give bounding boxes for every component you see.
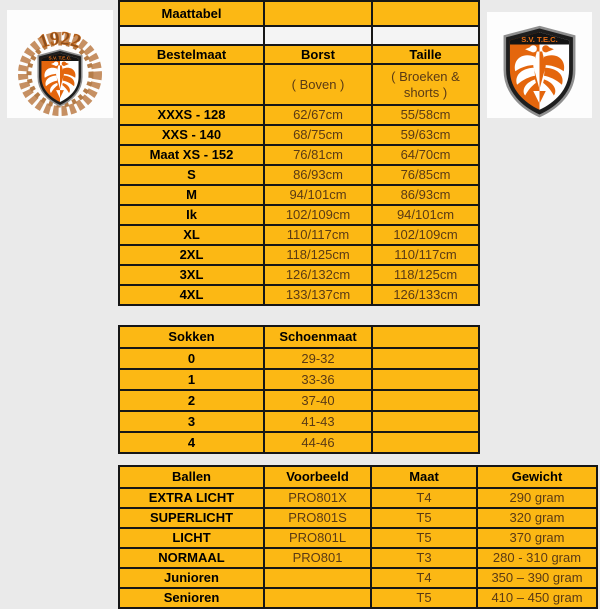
table-row (119, 568, 597, 588)
value-cell: T5 (371, 588, 477, 608)
column-header: ( Broeken & shorts ) (372, 64, 479, 105)
value-cell: 118/125cm (264, 245, 372, 265)
socks-table-header-row (119, 326, 479, 348)
row-label: LICHT (119, 528, 264, 548)
table-row (119, 548, 597, 568)
table-row (119, 205, 479, 225)
socks-table (118, 325, 480, 454)
value-cell: 280 - 310 gram (477, 548, 597, 568)
value-cell: 94/101cm (264, 185, 372, 205)
table-row (119, 369, 479, 390)
value-cell: 37-40 (264, 390, 372, 411)
row-label: 2 (119, 390, 264, 411)
row-label: M (119, 185, 264, 205)
empty-cell (372, 326, 479, 348)
row-label: 4 (119, 432, 264, 453)
empty-cell (372, 348, 479, 369)
row-label: SUPERLICHT (119, 508, 264, 528)
size-table-title: Maattabel (119, 1, 264, 26)
value-cell: 41-43 (264, 411, 372, 432)
value-cell: 102/109cm (264, 205, 372, 225)
value-cell: PRO801S (264, 508, 371, 528)
wreath-crest-icon (7, 10, 113, 118)
row-label: Maat XS - 152 (119, 145, 264, 165)
row-label: Ik (119, 205, 264, 225)
table-row (119, 348, 479, 369)
row-label: 1 (119, 369, 264, 390)
value-cell: 110/117cm (372, 245, 479, 265)
table-row (119, 165, 479, 185)
row-label: XXS - 140 (119, 125, 264, 145)
value-cell: 94/101cm (372, 205, 479, 225)
value-cell: 33-36 (264, 369, 372, 390)
value-cell: 86/93cm (372, 185, 479, 205)
value-cell: T5 (371, 528, 477, 548)
value-cell: 350 – 390 gram (477, 568, 597, 588)
table-row (119, 528, 597, 548)
value-cell: PRO801 (264, 548, 371, 568)
table-row (119, 488, 597, 508)
table-row (119, 411, 479, 432)
table-row (119, 390, 479, 411)
value-cell: 59/63cm (372, 125, 479, 145)
balls-table-header-row (119, 466, 597, 488)
left-club-logo (7, 10, 113, 118)
table-row (119, 225, 479, 245)
row-label: 4XL (119, 285, 264, 305)
value-cell: 44-46 (264, 432, 372, 453)
value-cell: 29-32 (264, 348, 372, 369)
table-row (119, 245, 479, 265)
right-club-logo (487, 12, 592, 118)
table-row (119, 185, 479, 205)
column-header: Borst (264, 45, 372, 64)
balls-table-body (119, 488, 597, 608)
table-row (119, 125, 479, 145)
column-header: Taille (372, 45, 479, 64)
value-cell: T4 (371, 488, 477, 508)
column-header: Ballen (119, 466, 264, 488)
value-cell: 126/133cm (372, 285, 479, 305)
empty-cell (372, 432, 479, 453)
empty-cell (372, 411, 479, 432)
value-cell: PRO801X (264, 488, 371, 508)
value-cell: 86/93cm (264, 165, 372, 185)
empty-cell (372, 369, 479, 390)
value-cell: 64/70cm (372, 145, 479, 165)
value-cell: T5 (371, 508, 477, 528)
empty-cell (264, 1, 372, 26)
value-cell: 126/132cm (264, 265, 372, 285)
row-label: NORMAAL (119, 548, 264, 568)
table-row (119, 145, 479, 165)
row-label: S (119, 165, 264, 185)
value-cell: 370 gram (477, 528, 597, 548)
table-row (119, 285, 479, 305)
column-header: Voorbeeld (264, 466, 371, 488)
value-cell: 102/109cm (372, 225, 479, 245)
value-cell: PRO801L (264, 528, 371, 548)
balls-table (118, 465, 598, 609)
empty-cell (264, 568, 371, 588)
column-header: Maat (371, 466, 477, 488)
value-cell: 55/58cm (372, 105, 479, 125)
row-label: XXXS - 128 (119, 105, 264, 125)
value-cell: 133/137cm (264, 285, 372, 305)
row-label: EXTRA LICHT (119, 488, 264, 508)
value-cell: 290 gram (477, 488, 597, 508)
column-header: Sokken (119, 326, 264, 348)
value-cell: 410 – 450 gram (477, 588, 597, 608)
empty-cell (264, 588, 371, 608)
value-cell: 110/117cm (264, 225, 372, 245)
column-header: Gewicht (477, 466, 597, 488)
row-label: Senioren (119, 588, 264, 608)
table-row (119, 265, 479, 285)
column-header: Bestelmaat (119, 45, 264, 64)
empty-cell (372, 390, 479, 411)
empty-cell (119, 26, 264, 45)
row-label: 0 (119, 348, 264, 369)
table-row (119, 105, 479, 125)
table-row (119, 432, 479, 453)
row-label: Junioren (119, 568, 264, 588)
column-header: Schoenmaat (264, 326, 372, 348)
value-cell: 76/81cm (264, 145, 372, 165)
row-label: 3XL (119, 265, 264, 285)
empty-cell (119, 64, 264, 105)
value-cell: 62/67cm (264, 105, 372, 125)
empty-cell (372, 26, 479, 45)
empty-cell (264, 26, 372, 45)
column-header: ( Boven ) (264, 64, 372, 105)
table-row (119, 588, 597, 608)
socks-table-body (119, 348, 479, 453)
table-row (119, 508, 597, 528)
year-1922-text: 1922 (36, 28, 84, 53)
size-table-title-row (119, 1, 479, 26)
spacer-row (119, 26, 479, 45)
row-label: 3 (119, 411, 264, 432)
value-cell: 118/125cm (372, 265, 479, 285)
value-cell: T4 (371, 568, 477, 588)
value-cell: 76/85cm (372, 165, 479, 185)
row-label: XL (119, 225, 264, 245)
value-cell: 320 gram (477, 508, 597, 528)
value-cell: 68/75cm (264, 125, 372, 145)
size-table-subheader-row (119, 64, 479, 105)
row-label: 2XL (119, 245, 264, 265)
empty-cell (372, 1, 479, 26)
club-shield-large-icon (487, 12, 592, 118)
value-cell: T3 (371, 548, 477, 568)
size-table (118, 0, 480, 306)
size-table-header-row (119, 45, 479, 64)
size-table-body (119, 105, 479, 305)
